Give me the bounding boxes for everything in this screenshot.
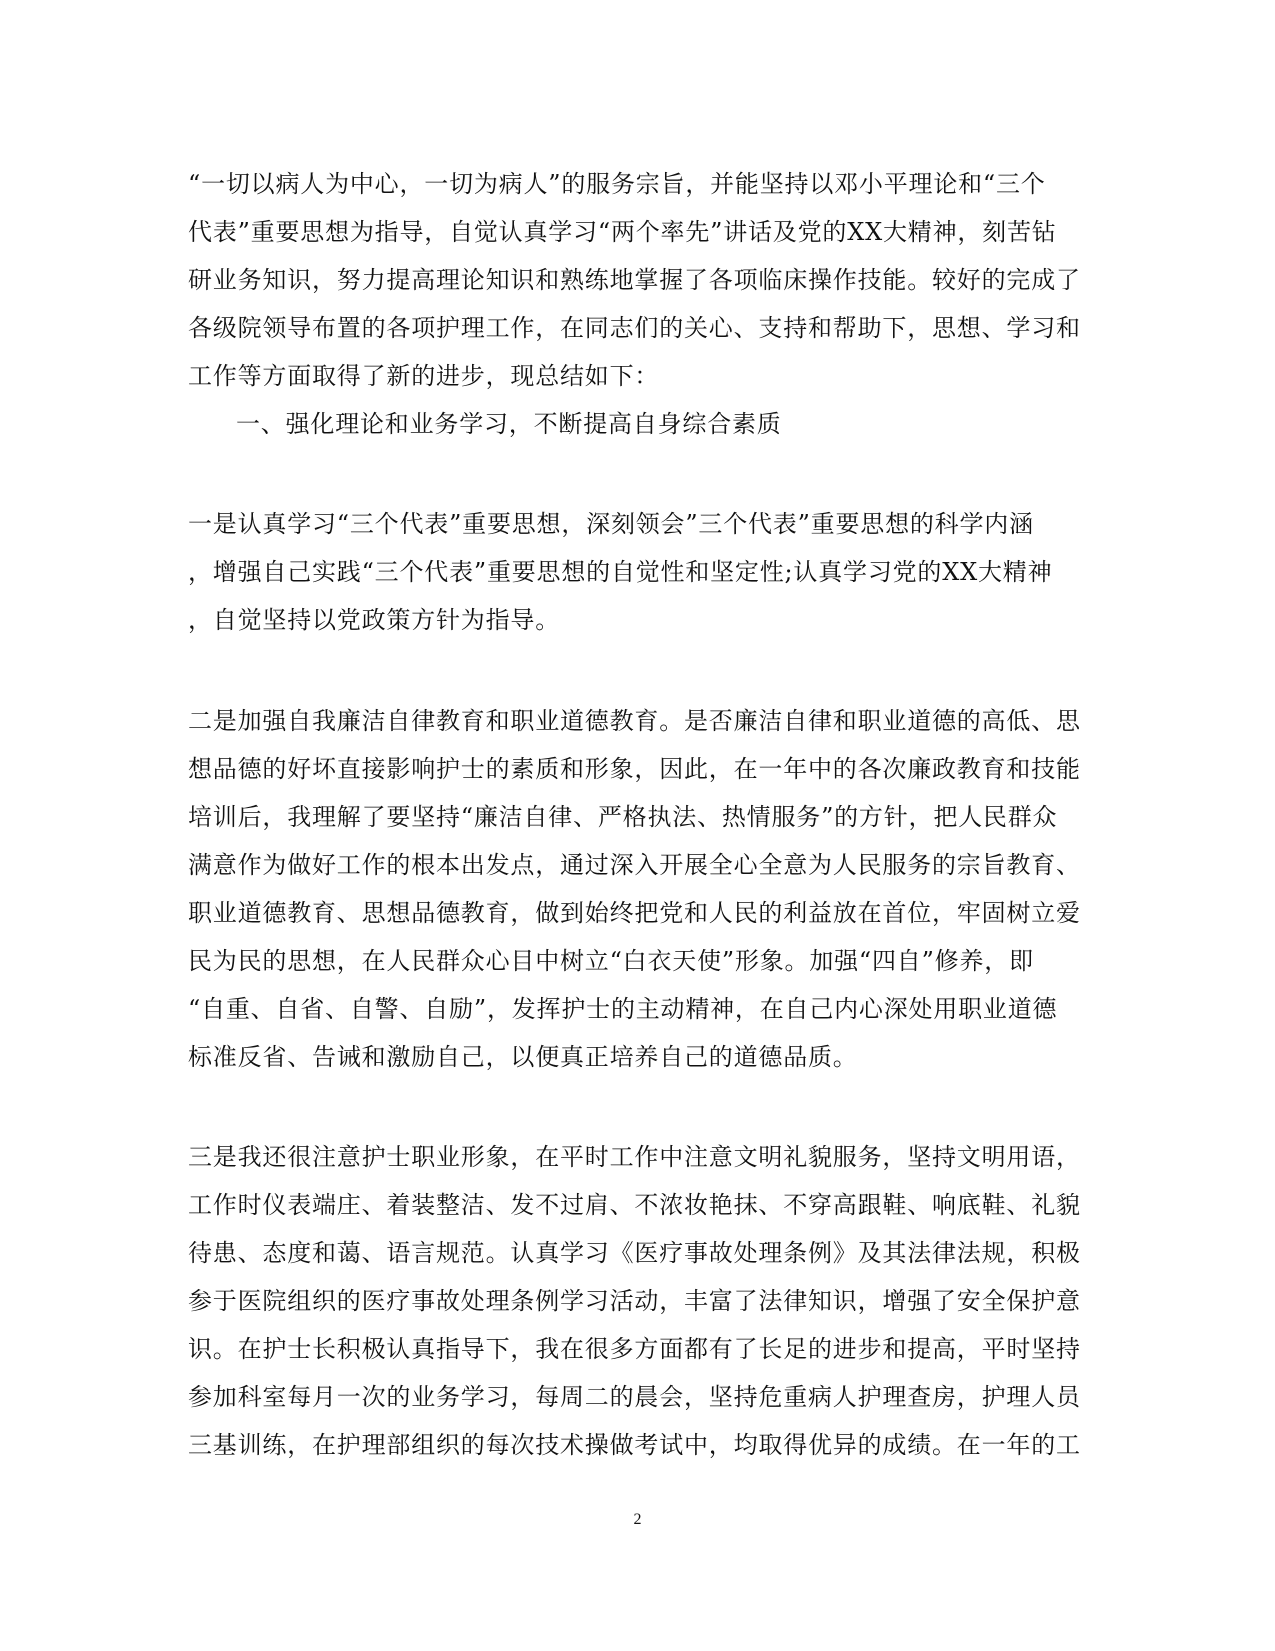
- section-heading: [236, 400, 1136, 448]
- text-line: 参加科室每月一次的业务学习，每周二的晨会，坚持危重病人护理查房，护理人员: [188, 1383, 1081, 1411]
- text-line: 识。在护士长积极认真指导下，我在很多方面都有了长足的进步和提高，平时坚持: [188, 1335, 1081, 1363]
- paragraph-two: [188, 697, 1088, 1081]
- text-line: 工作等方面取得了新的进步，现总结如下：: [188, 362, 660, 390]
- paragraph-one: [188, 500, 1088, 644]
- text-line: 代表”重要思想为指导，自觉认真学习“两个率先”讲话及党的XX大精神，刻苦钻: [188, 218, 1057, 246]
- text-line: 工作时仪表端庄、着装整洁、发不过肩、不浓妆艳抹、不穿高跟鞋、响底鞋、礼貌: [188, 1191, 1081, 1219]
- text-line: 研业务知识，努力提高理论知识和熟练地掌握了各项临床操作技能。较好的完成了: [188, 266, 1081, 294]
- text-line: ，自觉坚持以党政策方针为指导。: [188, 606, 560, 634]
- text-line: 民为民的思想，在人民群众心目中树立“白衣天使”形象。加强“四自”修养，即: [188, 947, 1034, 975]
- page-number: 2: [633, 1511, 642, 1528]
- text-line: 三基训练，在护理部组织的每次技术操做考试中，均取得优异的成绩。在一年的工: [188, 1431, 1081, 1459]
- text-line: “自重、自省、自警、自励”，发挥护士的主动精神，在自己内心深处用职业道德: [188, 995, 1058, 1023]
- intro-paragraph: [188, 160, 1088, 400]
- text-line: 参于医院组织的医疗事故处理条例学习活动，丰富了法律知识，增强了安全保护意: [188, 1287, 1081, 1315]
- text-line: 职业道德教育、思想品德教育，做到始终把党和人民的利益放在首位，牢固树立爱: [188, 899, 1081, 927]
- text-line: 二是加强自我廉洁自律教育和职业道德教育。是否廉洁自律和职业道德的高低、思: [188, 707, 1081, 735]
- text-line: 满意作为做好工作的根本出发点，通过深入开展全心全意为人民服务的宗旨教育、: [188, 851, 1081, 879]
- text-line: 想品德的好坏直接影响护士的素质和形象，因此，在一年中的各次廉政教育和技能: [188, 755, 1081, 783]
- heading-text: 一、强化理论和业务学习，不断提高自身综合素质: [236, 410, 782, 438]
- text-line: 三是我还很注意护士职业形象，在平时工作中注意文明礼貌服务，坚持文明用语，: [188, 1143, 1081, 1171]
- paragraph-three: [188, 1133, 1088, 1469]
- text-line: 待患、态度和蔼、语言规范。认真学习《医疗事故处理条例》及其法律法规，积极: [188, 1239, 1081, 1267]
- text-line: 培训后，我理解了要坚持“廉洁自律、严格执法、热情服务”的方针，把人民群众: [188, 803, 1058, 831]
- text-line: “一切以病人为中心，一切为病人”的服务宗旨，并能坚持以邓小平理论和“三个: [188, 170, 1046, 198]
- text-line: 标准反省、告诫和激励自己，以便真正培养自己的道德品质。: [188, 1043, 858, 1071]
- text-line: 一是认真学习“三个代表”重要思想，深刻领会”三个代表”重要思想的科学内涵: [188, 510, 1034, 538]
- text-line: 各级院领导布置的各项护理工作，在同志们的关心、支持和帮助下，思想、学习和: [188, 314, 1081, 342]
- text-line: ，增强自己实践“三个代表”重要思想的自觉性和坚定性;认真学习党的XX大精神: [188, 558, 1053, 586]
